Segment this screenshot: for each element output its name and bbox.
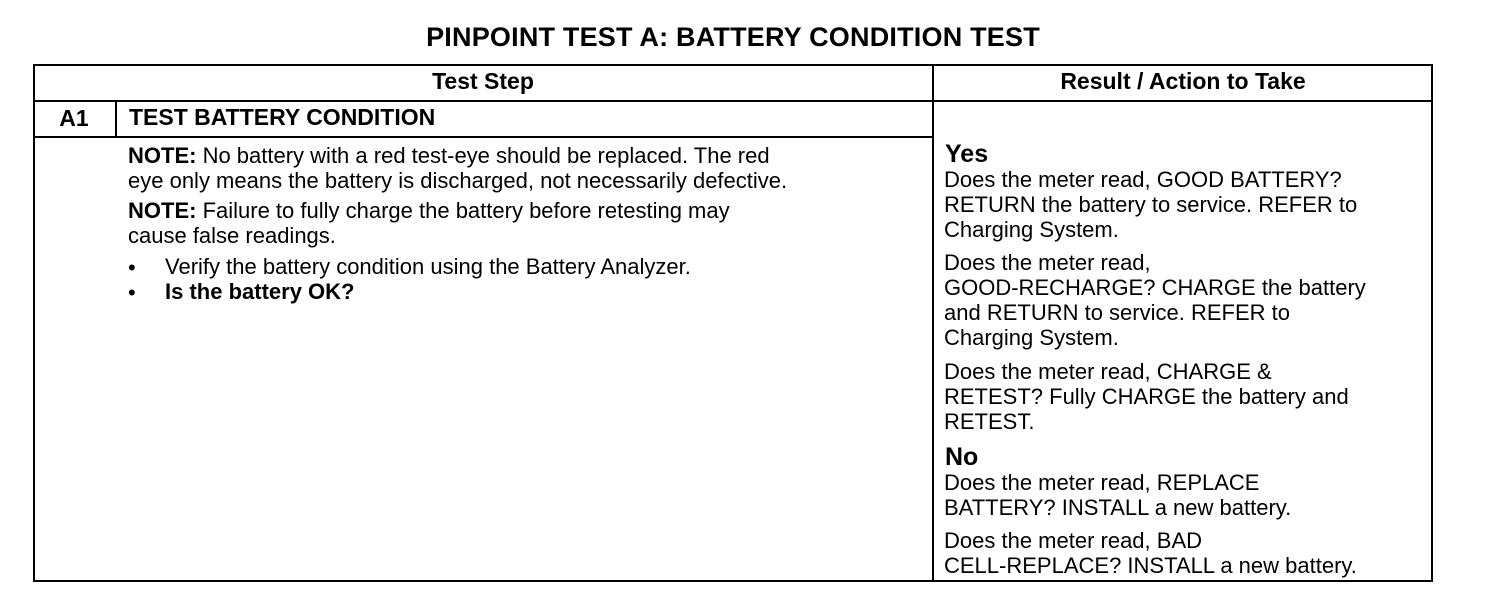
header-result-action: Result / Action to Take xyxy=(1060,68,1306,94)
note-1 xyxy=(128,143,787,193)
no-result-2 xyxy=(944,528,1357,578)
no-result-2-line: Does the meter read, BAD xyxy=(944,528,1203,553)
yes-result-3-line: Does the meter read, CHARGE & xyxy=(944,359,1272,384)
no-result-2-line: CELL-REPLACE? INSTALL a new battery. xyxy=(944,553,1357,578)
bullet-marker-2: • xyxy=(128,280,136,305)
note-1-label: NOTE: xyxy=(128,143,197,168)
note-2 xyxy=(128,198,730,248)
step-title-divider xyxy=(33,136,933,138)
note-1-line-2: eye only means the battery is discharged, not necessarily defective. xyxy=(128,168,788,193)
yes-result-2-line: Does the meter read, xyxy=(944,250,1151,275)
header-test-step: Test Step xyxy=(432,68,534,94)
no-result-1-line: BATTERY? INSTALL a new battery. xyxy=(944,495,1292,520)
step-id: A1 xyxy=(59,105,89,131)
yes-result-2-line: Charging System. xyxy=(944,325,1119,350)
yes-result-3-line: RETEST. xyxy=(944,409,1035,434)
yes-result-3 xyxy=(944,359,1349,434)
column-divider xyxy=(932,64,934,582)
step-name: TEST BATTERY CONDITION xyxy=(129,104,436,130)
note-2-line-1: Failure to fully charge the battery before retesting may xyxy=(196,198,730,223)
yes-result-1-line: RETURN the battery to service. REFER to xyxy=(944,192,1358,217)
page-title: PINPOINT TEST A: BATTERY CONDITION TEST xyxy=(426,22,1040,52)
note-2-line-2: cause false readings. xyxy=(128,223,336,248)
yes-result-2 xyxy=(944,250,1366,350)
yes-result-1-line: Charging System. xyxy=(944,217,1119,242)
step-id-divider xyxy=(115,100,117,137)
yes-result-1-line: Does the meter read, GOOD BATTERY? xyxy=(944,167,1342,192)
bullet-marker-1: • xyxy=(128,255,136,280)
yes-result-2-line: GOOD-RECHARGE? CHARGE the battery xyxy=(944,275,1366,300)
note-2-label: NOTE: xyxy=(128,198,197,223)
bullet-2-text: Is the battery OK? xyxy=(165,279,355,304)
yes-label: Yes xyxy=(945,140,989,168)
no-result-1-line: Does the meter read, REPLACE xyxy=(944,470,1260,495)
yes-result-3-line: RETEST? Fully CHARGE the battery and xyxy=(944,384,1349,409)
no-label: No xyxy=(945,443,979,471)
header-divider xyxy=(33,100,1433,102)
bullet-1-text: Verify the battery condition using the Battery Analyzer. xyxy=(165,254,691,279)
note-1-line-1: No battery with a red test-eye should be replaced. The red xyxy=(196,143,770,168)
yes-result-1 xyxy=(944,167,1357,242)
no-result-1 xyxy=(944,470,1291,520)
yes-result-2-line: and RETURN to service. REFER to xyxy=(944,300,1290,325)
